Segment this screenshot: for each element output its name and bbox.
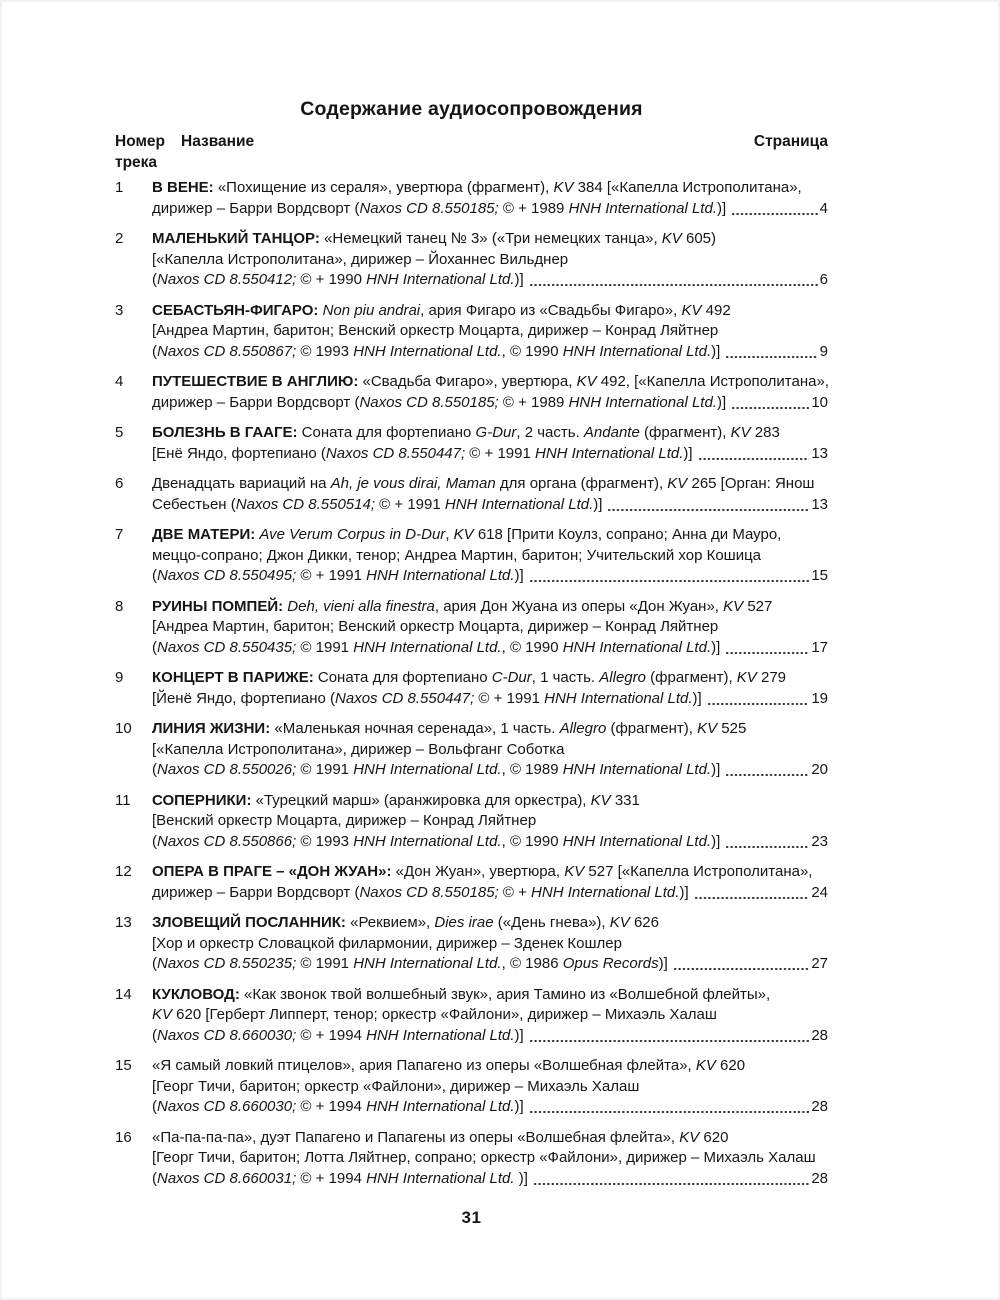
entry-text	[152, 597, 828, 659]
entry-line	[152, 270, 828, 291]
dot-leader	[529, 579, 810, 584]
entry-text	[152, 791, 828, 853]
toc-entries	[115, 178, 828, 1189]
entry-line	[152, 250, 828, 271]
entry-line-text: [Йенё Яндо, фортепиано (Naxos CD 8.550447; © + 1991 HNH International Ltd.)]	[152, 689, 702, 707]
entry-line-text: (Naxos CD 8.550435; © 1991 HNH International Ltd., © 1990 HNH International Ltd.)]	[152, 638, 721, 656]
entry-line	[152, 444, 828, 465]
toc-entry	[115, 862, 828, 903]
page-ref: 27	[811, 955, 828, 972]
toc-entry	[115, 1128, 828, 1190]
entry-line-text: (Naxos CD 8.550867; © 1993 HNH International Ltd., © 1990 HNH International Ltd.)]	[152, 342, 721, 360]
entry-line	[152, 791, 828, 812]
entry-line-text: ЗЛОВЕЩИЙ ПОСЛАННИК: «Реквием», Dies irae («День гнева»), KV 626	[152, 914, 659, 931]
toc-entry	[115, 719, 828, 781]
track-number: 11	[115, 791, 131, 809]
toc-entry	[115, 525, 828, 587]
page-ref: 28	[811, 1098, 828, 1115]
entry-line	[152, 883, 828, 904]
toc-entry	[115, 301, 828, 363]
toc-entry	[115, 474, 828, 515]
entry-line-text: (Naxos CD 8.550235; © 1991 HNH International Ltd., © 1986 Opus Records)]	[152, 955, 668, 972]
entry-line	[152, 668, 828, 689]
entry-line-text: ОПЕРА В ПРАГЕ – «ДОН ЖУАН»: «Дон Жуан», увертюра, KV 527 [«Капелла Истрополитана»,	[152, 863, 813, 880]
track-number: 13	[115, 914, 132, 931]
dot-leader	[725, 773, 809, 778]
toc-entry	[115, 985, 828, 1047]
track-number: 14	[115, 985, 132, 1003]
entry-line	[152, 525, 828, 546]
dot-leader	[529, 283, 818, 288]
entry-line-text: [«Капелла Истрополитана», дирижер – Йоханнес Вильднер	[152, 250, 569, 268]
track-number: 5	[115, 424, 124, 441]
entry-text	[152, 913, 828, 975]
track-number: 7	[115, 526, 124, 543]
toc-entry	[115, 1056, 828, 1118]
entry-line	[152, 342, 828, 363]
entry-line	[152, 1128, 828, 1149]
entry-line-text: дирижер – Барри Вордсворт (Naxos CD 8.550185; © + 1989 HNH International Ltd.)]	[152, 393, 727, 411]
toc-entry	[115, 423, 828, 464]
entry-line	[152, 597, 828, 618]
entry-line-text: РУИНЫ ПОМПЕЙ: Deh, vieni alla finestra, ария Дон Жуана из оперы «Дон Жуан», KV 527	[152, 597, 773, 615]
column-header-track-number-line2: трека	[115, 154, 158, 171]
track-number: 1	[115, 179, 124, 196]
page-ref: 17	[811, 638, 828, 656]
entry-line-text: (Naxos CD 8.550866; © 1993 HNH International Ltd., © 1990 HNH International Ltd.)]	[152, 832, 721, 850]
entry-line-text: (Naxos CD 8.550412; © + 1990 HNH International Ltd.)]	[152, 271, 524, 288]
page-ref: 20	[811, 761, 828, 778]
page-ref: 9	[819, 342, 828, 360]
entry-line-text: В ВЕНЕ: «Похищение из сераля», увертюра (фрагмент), KV 384 [«Капелла Истрополитана»,	[152, 179, 802, 196]
entry-line-text: [Енё Яндо, фортепиано (Naxos CD 8.550447; © + 1991 HNH International Ltd.)]	[152, 444, 693, 462]
entry-line-text: [«Капелла Истрополитана», дирижер – Вольфганг Соботка	[152, 740, 565, 758]
toc-entry	[115, 229, 828, 291]
page-ref: 28	[811, 1026, 828, 1044]
entry-line	[152, 985, 828, 1006]
entry-line	[152, 301, 828, 322]
dot-leader	[725, 844, 809, 849]
entry-text	[152, 474, 828, 515]
entry-line-text: KV 620 [Герберт Липперт, тенор; оркестр «Файлони», дирижер – Михаэль Халаш	[152, 1006, 717, 1023]
entry-line-text: (Naxos CD 8.660031; © + 1994 HNH International Ltd. )]	[152, 1169, 528, 1187]
page-ref: 6	[819, 271, 828, 288]
entry-text	[152, 1128, 828, 1190]
entry-line-text: Себестьен (Naxos CD 8.550514; © + 1991 HNH International Ltd.)]	[152, 495, 603, 513]
entry-line-text: ПУТЕШЕСТВИЕ В АНГЛИЮ: «Свадьба Фигаро», увертюра, KV 492, [«Капелла Истрополитана»,	[152, 373, 829, 390]
entry-line-text: «Я самый ловкий птицелов», ария Папагено из оперы «Волшебная флейта», KV 620	[152, 1057, 746, 1074]
dot-leader	[533, 1181, 809, 1186]
entry-line	[152, 393, 828, 414]
dot-leader	[698, 456, 810, 461]
entry-line	[152, 638, 828, 659]
entry-line	[152, 832, 828, 853]
entry-line	[152, 372, 828, 393]
entry-line	[152, 1077, 828, 1098]
header-spacer	[254, 131, 754, 152]
dot-leader	[731, 405, 809, 410]
page-number: 31	[461, 1208, 482, 1227]
page-ref: 4	[819, 199, 828, 217]
entry-line	[152, 719, 828, 740]
entry-line	[152, 740, 828, 761]
entry-line	[152, 689, 828, 710]
entry-line	[152, 566, 828, 587]
page-ref: 23	[811, 832, 828, 850]
track-number: 4	[115, 373, 124, 390]
entry-line	[152, 934, 828, 955]
dot-leader	[607, 507, 809, 512]
entry-line	[152, 423, 828, 444]
page-title: Содержание аудиосопровождения	[300, 98, 643, 120]
entry-text	[152, 229, 828, 291]
page-ref: 15	[811, 567, 828, 584]
entry-line-text: КОНЦЕРТ В ПАРИЖЕ: Соната для фортепиано C-Dur, 1 часть. Allegro (фрагмент), KV 279	[152, 669, 787, 686]
dot-leader	[529, 1038, 810, 1043]
dot-leader	[731, 211, 818, 216]
entry-line-text: СЕБАСТЬЯН-ФИГАРО: Non piu andrai, ария Фигаро из «Свадьбы Фигаро», KV 492	[152, 301, 731, 319]
entry-line	[152, 1026, 828, 1047]
entry-line	[152, 1169, 828, 1190]
column-header-track-number: Номер	[115, 133, 166, 150]
entry-line	[152, 1056, 828, 1077]
entry-line	[152, 617, 828, 638]
column-header-page: Страница	[753, 133, 828, 150]
page-ref: 19	[811, 689, 828, 707]
track-number: 3	[115, 301, 124, 319]
entry-line-text: (Naxos CD 8.660030; © + 1994 HNH International Ltd.)]	[152, 1098, 524, 1115]
toc-column-headers	[115, 131, 828, 173]
column-header-name: Название	[181, 133, 255, 150]
entry-line-text: МАЛЕНЬКИЙ ТАНЦОР: «Немецкий танец № 3» («Три немецких танца», KV 605)	[152, 230, 717, 247]
dot-leader	[673, 967, 810, 972]
entry-line	[152, 229, 828, 250]
entry-line	[152, 1097, 828, 1118]
page-ref: 10	[811, 393, 828, 411]
page-ref: 28	[811, 1169, 828, 1187]
entry-line	[152, 546, 828, 567]
entry-line-text: дирижер – Барри Вордсворт (Naxos CD 8.550185; © + HNH International Ltd.)]	[152, 883, 689, 901]
track-number: 6	[115, 475, 124, 492]
page-ref: 24	[811, 883, 828, 901]
toc-entry	[115, 178, 828, 219]
entry-line-text: [Венский оркестр Моцарта, дирижер – Конрад Ляйтнер	[152, 812, 537, 829]
track-number: 15	[115, 1057, 132, 1074]
dot-leader	[725, 650, 809, 655]
entry-line	[152, 913, 828, 934]
entry-line-text: (Naxos CD 8.550495; © + 1991 HNH International Ltd.)]	[152, 567, 524, 584]
dot-leader	[725, 354, 817, 359]
entry-line-text: Двенадцать вариаций на Ah, je vous dirai, Maman для органа (фрагмент), KV 265 [Орган: Янош	[152, 475, 815, 492]
track-number: 9	[115, 669, 124, 686]
entry-text	[152, 862, 828, 903]
entry-line	[152, 474, 828, 495]
entry-line-text: БОЛЕЗНЬ В ГААГЕ: Соната для фортепиано G-Dur, 2 часть. Andante (фрагмент), KV 283	[152, 424, 780, 441]
toc-entry	[115, 913, 828, 975]
entry-text	[152, 423, 828, 464]
entry-line-text: меццо-сопрано; Джон Дикки, тенор; Андреа Мартин, баритон; Учительский хор Кошица	[152, 546, 762, 564]
entry-text	[152, 178, 828, 219]
track-number: 12	[115, 863, 132, 880]
dot-leader	[707, 701, 810, 706]
entry-line	[152, 760, 828, 781]
entry-line-text: (Naxos CD 8.660030; © + 1994 HNH International Ltd.)]	[152, 1026, 524, 1044]
entry-text	[152, 1056, 828, 1118]
entry-line	[152, 199, 828, 220]
entry-line	[152, 1005, 828, 1026]
entry-line	[152, 954, 828, 975]
entry-line-text: [Андреа Мартин, баритон; Венский оркестр Моцарта, дирижер – Конрад Ляйтнер	[152, 322, 719, 339]
entry-line-text: СОПЕРНИКИ: «Турецкий марш» (аранжировка для оркестра), KV 331	[152, 791, 640, 809]
entry-text	[152, 525, 828, 587]
entry-line	[152, 1148, 828, 1169]
entry-line-text: [Георг Тичи, баритон; Лотта Ляйтнер, сопрано; оркестр «Файлони», дирижер – Михаэль Халаш	[152, 1149, 816, 1166]
entry-line-text: ЛИНИЯ ЖИЗНИ: «Маленькая ночная серенада», 1 часть. Allegro (фрагмент), KV 525	[152, 720, 747, 737]
entry-line	[152, 495, 828, 516]
entry-line-text: [Георг Тичи, баритон; оркестр «Файлони», дирижер – Михаэль Халаш	[152, 1077, 640, 1095]
entry-line	[152, 178, 828, 199]
track-number: 16	[115, 1128, 132, 1146]
page-ref: 13	[811, 495, 828, 513]
dot-leader	[529, 1110, 810, 1115]
entry-line-text: дирижер – Барри Вордсворт (Naxos CD 8.550185; © + 1989 HNH International Ltd.)]	[152, 199, 727, 217]
entry-text	[152, 301, 828, 363]
toc-entry	[115, 372, 828, 413]
entry-line-text: «Па-па-па-па», дуэт Папагено и Папагены из оперы «Волшебная флейта», KV 620	[152, 1128, 729, 1146]
entry-line-text: (Naxos CD 8.550026; © 1991 HNH International Ltd., © 1989 HNH International Ltd.)]	[152, 761, 721, 778]
page-ref: 13	[811, 444, 828, 462]
entry-text	[152, 719, 828, 781]
entry-line-text: [Андреа Мартин, баритон; Венский оркестр Моцарта, дирижер – Конрад Ляйтнер	[152, 618, 719, 635]
entry-line-text: [Хор и оркестр Словацкой филармонии, дирижер – Зденек Кошлер	[152, 934, 622, 952]
dot-leader	[694, 895, 810, 900]
entry-text	[152, 985, 828, 1047]
entry-line	[152, 321, 828, 342]
track-number: 2	[115, 230, 124, 247]
entry-text	[152, 372, 828, 413]
entry-text	[152, 668, 828, 709]
toc-entry	[115, 791, 828, 853]
entry-line	[152, 862, 828, 883]
entry-line-text: ДВЕ МАТЕРИ: Ave Verum Corpus in D-Dur, KV 618 [Прити Коулз, сопрано; Анна ди Мауро,	[152, 526, 782, 543]
track-number: 8	[115, 597, 124, 615]
toc-entry	[115, 668, 828, 709]
toc-entry	[115, 597, 828, 659]
entry-line-text: КУКЛОВОД: «Как звонок твой волшебный звук», ария Тамино из «Волшебной флейты»,	[152, 985, 771, 1003]
track-number: 10	[115, 720, 132, 737]
entry-line	[152, 811, 828, 832]
